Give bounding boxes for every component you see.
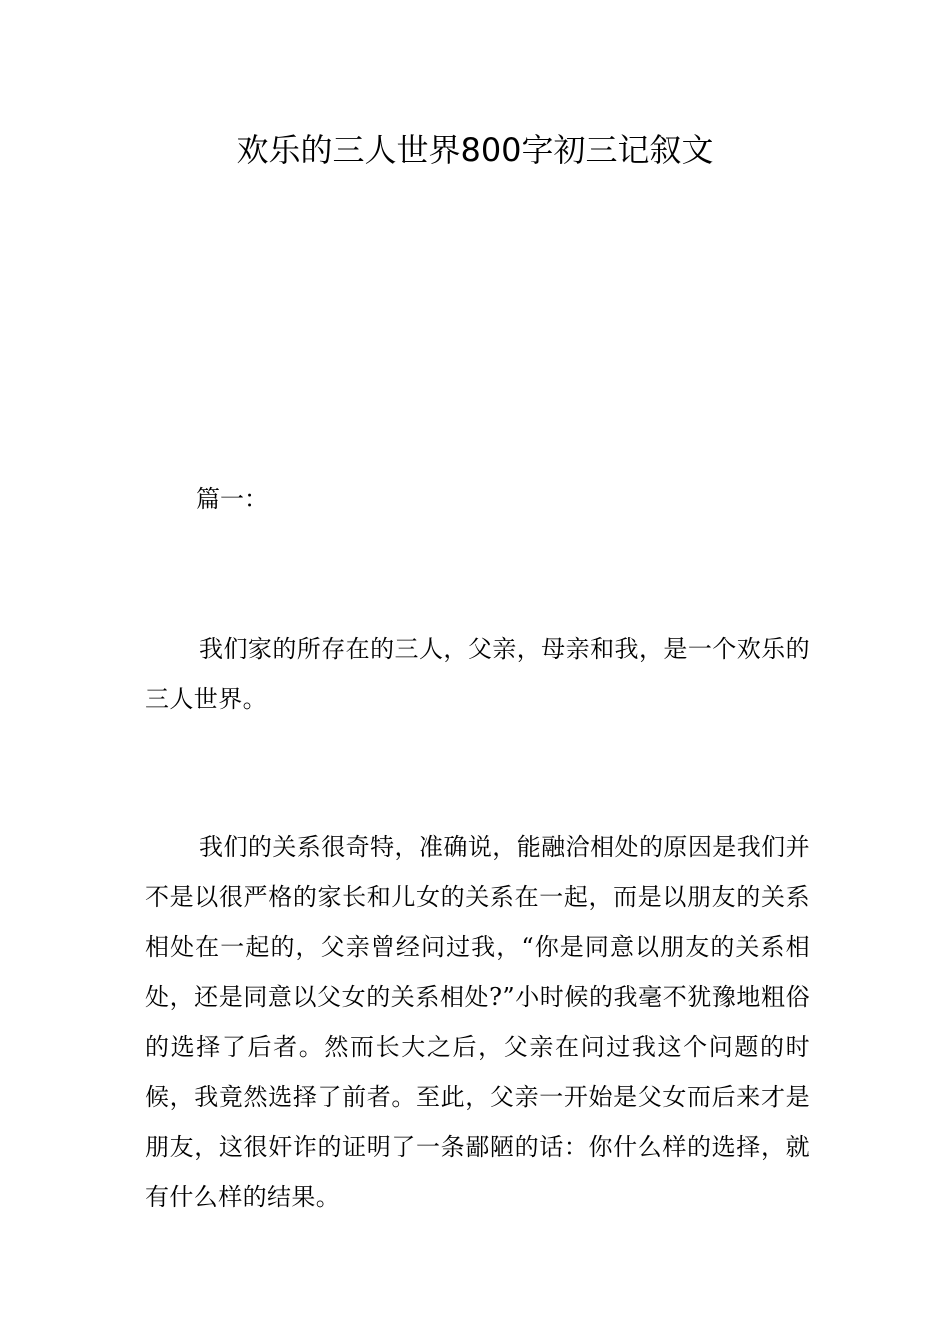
document-title: 欢乐的三人世界800字初三记叙文 <box>236 131 714 169</box>
paragraph-2: 我们的关系很奇特，准确说，能融洽相处的原因是我们并不是以很严格的家长和儿女的关系在一起，而是以朋友的关系相处在一起的，父亲曾经问过我，“你是同意以朋友的关系相处，还是同意以父女的关系相处?”小时候的我毫不犹豫地粗俗的选择了后者。然而长大之后，父亲在问过我这个问题的时候，我竟然选择了前者。至此，父亲一开始是父女而后来才是朋友，这很奸诈的证明了一条鄙陋的话：你什么样的选择，就有什么样的结果。 <box>145 833 810 1211</box>
section-label: 篇一： <box>196 485 268 513</box>
paragraph-1: 我们家的所存在的三人，父亲，母亲和我，是一个欢乐的三人世界。 <box>145 635 810 713</box>
